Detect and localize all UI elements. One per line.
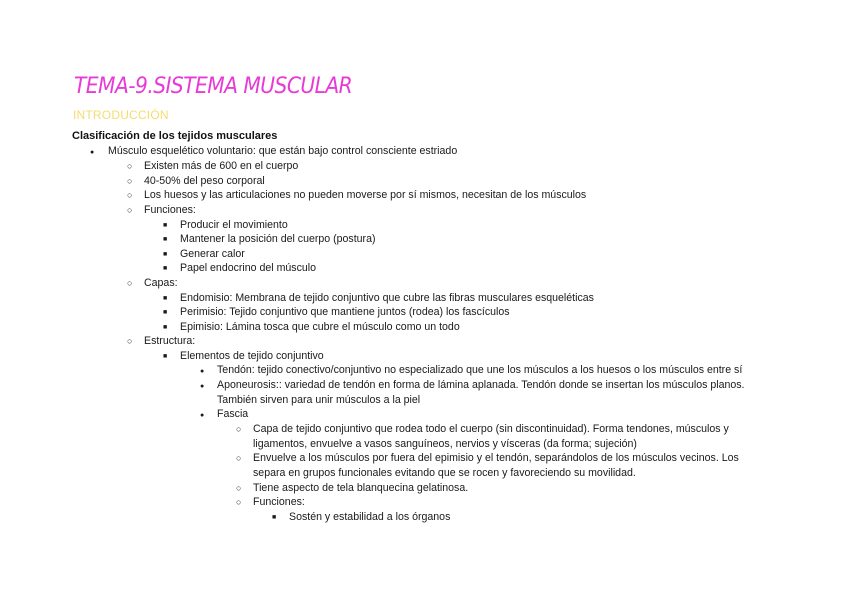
- list-item: Fascia: [217, 408, 249, 420]
- disc-bullet-icon: [200, 379, 204, 395]
- list-item-continuation: separa en grupos funcionales evitando que se rocen y favoreciendo su movilidad.: [253, 467, 636, 479]
- circle-bullet-icon: [127, 159, 132, 175]
- circle-bullet-icon: [127, 188, 132, 204]
- page-title: TEMA-9.SISTEMA MUSCULAR: [74, 74, 353, 99]
- circle-bullet-icon: [127, 276, 132, 292]
- list-item: Tendón: tejido conectivo/conjuntivo no especializado que une los músculos a los huesos o los músculos entre sí: [217, 364, 743, 376]
- list-item: Envuelve a los músculos por fuera del epimisio y el tendón, separándolos de los músculos vecinos. Los: [253, 452, 739, 464]
- square-bullet-icon: [163, 261, 167, 277]
- list-item: Sostén y estabilidad a los órganos: [289, 511, 451, 523]
- list-item: Funciones:: [144, 204, 196, 216]
- disc-bullet-icon: [200, 408, 204, 424]
- circle-bullet-icon: [236, 451, 241, 467]
- list-item: Existen más de 600 en el cuerpo: [144, 160, 299, 172]
- circle-bullet-icon: [127, 203, 132, 219]
- list-item: Generar calor: [180, 248, 245, 260]
- list-item: Capas:: [144, 277, 178, 289]
- list-item-continuation: También sirven para unir músculos a la piel: [217, 394, 421, 406]
- section-heading: Clasificación de los tejidos musculares: [72, 130, 278, 142]
- square-bullet-icon: [163, 349, 167, 365]
- list-item: Los huesos y las articulaciones no pueden moverse por sí mismos, necesitan de los músculos: [144, 189, 587, 201]
- section-subtitle: INTRODUCCIÓN: [73, 108, 169, 122]
- disc-bullet-icon: [200, 364, 204, 380]
- list-item: Estructura:: [144, 335, 196, 347]
- list-item: Mantener la posición del cuerpo (postura): [180, 233, 376, 245]
- circle-bullet-icon: [127, 334, 132, 350]
- list-item: Tiene aspecto de tela blanquecina gelatinosa.: [253, 482, 469, 494]
- list-item-continuation: ligamentos, envuelve a vasos sanguíneos, nervios y vísceras (da forma; sujeción): [253, 438, 637, 450]
- circle-bullet-icon: [236, 495, 241, 511]
- list-item: Funciones:: [253, 496, 305, 508]
- list-item: Papel endocrino del músculo: [180, 262, 317, 274]
- circle-bullet-icon: [236, 422, 241, 438]
- list-item: Epimisio: Lámina tosca que cubre el músculo como un todo: [180, 321, 460, 333]
- square-bullet-icon: [163, 305, 167, 321]
- list-item: Músculo esquelético voluntario: que están bajo control consciente estriado: [108, 145, 458, 157]
- list-item: Aponeurosis:: variedad de tendón en forma de lámina aplanada. Tendón donde se insertan los músculos planos.: [217, 379, 745, 391]
- square-bullet-icon: [163, 232, 167, 248]
- list-item: Perimisio: Tejido conjuntivo que mantiene juntos (rodea) los fascículos: [180, 306, 510, 318]
- list-item: Producir el movimiento: [180, 219, 288, 231]
- square-bullet-icon: [272, 510, 276, 526]
- list-item: Elementos de tejido conjuntivo: [180, 350, 324, 362]
- list-item: Capa de tejido conjuntivo que rodea todo el cuerpo (sin discontinuidad). Forma tendones, músculos y: [253, 423, 729, 435]
- disc-bullet-icon: [90, 145, 94, 161]
- list-item: 40-50% del peso corporal: [144, 175, 265, 187]
- list-item: Endomisio: Membrana de tejido conjuntivo que cubre las fibras musculares esqueléticas: [180, 292, 594, 304]
